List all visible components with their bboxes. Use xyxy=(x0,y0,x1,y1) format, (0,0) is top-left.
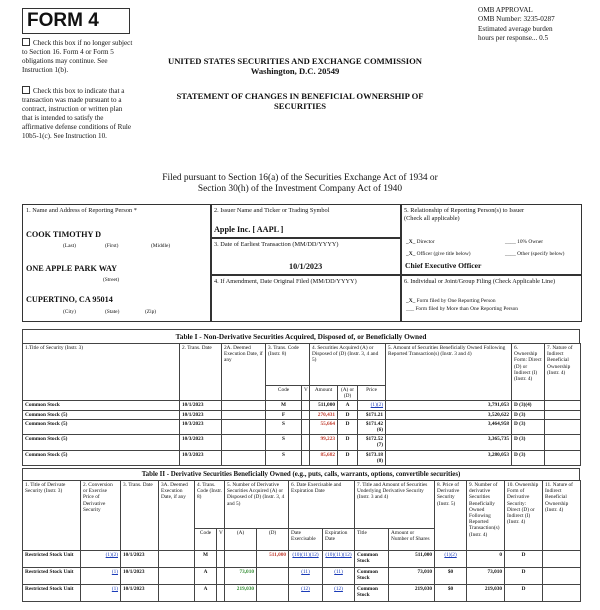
table2-title: Table II - Derivative Securities Beneficially Owned (e.g., puts, calls, warrants, options, convertible securities) xyxy=(22,468,580,480)
table-cell: Common Stock (5) xyxy=(23,419,180,434)
director-option: _X_ Director xyxy=(406,239,435,245)
table-cell: D (3) xyxy=(512,410,545,419)
section16-check: Check this box if no longer subject to Section 16. Form 4 or Form 5 obligations may continue. See Instruction 1(b). xyxy=(22,39,133,75)
table-cell xyxy=(302,435,310,450)
table-cell: $171.42 (6) xyxy=(358,419,386,434)
table-cell: S xyxy=(266,450,302,465)
table-cell: 2. Conversion or Exercise Price of Derivative Security xyxy=(81,481,121,551)
table-cell xyxy=(302,419,310,434)
table-cell[interactable]: (1)(2) xyxy=(358,401,386,410)
table-cell: 219,030 xyxy=(225,585,257,602)
officer-title: Chief Executive Officer xyxy=(405,261,482,270)
earliest-transaction-box: 3. Date of Earliest Transaction (MM/DD/YYYY) 10/1/2023 xyxy=(210,237,402,276)
one-person-option: _X_ Form filed by One Reporting Person xyxy=(406,298,496,304)
table-cell xyxy=(545,435,581,450)
table-cell[interactable]: (1) xyxy=(81,568,121,585)
table1-row xyxy=(23,419,581,434)
table-cell: V xyxy=(217,529,225,551)
reporting-person-street: ONE APPLE PARK WAY xyxy=(26,264,118,273)
table-cell: 3,520,622 xyxy=(386,410,512,419)
table-cell[interactable]: (1)(2) xyxy=(81,551,121,568)
table-cell: D (3) xyxy=(512,450,545,465)
table-cell: 1. Title of Derivate Security (Instr. 3) xyxy=(23,481,81,551)
table-cell: M xyxy=(266,401,302,410)
table-cell: 3A. Deemed Execution Date, if any xyxy=(159,481,195,551)
issuer-name: Apple Inc. [ AAPL ] xyxy=(214,225,284,234)
ten-percent-option: ____ 10% Owner xyxy=(505,239,544,245)
table-cell xyxy=(159,551,195,568)
omb-approval: OMB APPROVAL OMB Number: 3235-0287 Estimated average burden hours per response... 0.5 xyxy=(478,6,555,42)
issuer-box: 2. Issuer Name and Ticker or Trading Symbol Apple Inc. [ AAPL ] xyxy=(210,204,402,239)
table-cell xyxy=(257,585,289,602)
table-cell: D (3) xyxy=(512,435,545,450)
table-cell: 73,010 xyxy=(225,568,257,585)
table-cell: 6. Date Exercisable and Expiration Date xyxy=(289,481,355,529)
table-cell xyxy=(545,419,581,434)
table-cell: 219,030 xyxy=(389,585,435,602)
table-cell: (A) or (D) xyxy=(338,386,358,401)
table2-row xyxy=(23,551,581,568)
table-cell: 0 xyxy=(467,551,505,568)
earliest-transaction-date: 10/1/2023 xyxy=(289,262,323,271)
table-cell: Common Stock (5) xyxy=(23,435,180,450)
relationship-box: 5. Relationship of Reporting Person(s) to Issuer (Check all applicable) _X_ Director ____ 10% Owner _X_ Officer (give title below) ____ Other (specify below) Chief Executive Officer xyxy=(400,204,582,276)
table-cell: D xyxy=(505,585,543,602)
table-cell[interactable]: (11) xyxy=(289,568,323,585)
rule10b5-check: Check this box to indicate that a transaction was made pursuant to a contract, instruction or written plan that is intended to satisfy the affirmative defense conditions of Rule 10b5-1(c). See Instruction 10. xyxy=(22,87,132,141)
table-cell: 219,030 xyxy=(467,585,505,602)
table2 xyxy=(22,480,581,602)
table-cell: 99,223 xyxy=(310,435,338,450)
table-cell: 10/1/2023 xyxy=(180,410,222,419)
reporting-person-box: 1. Name and Address of Reporting Person * COOK TIMOTHY D (Last) (First) (Middle) ONE APPLE PARK WAY (Street) CUPERTINO, CA 95014 (City) (State) (Zip) xyxy=(22,204,212,322)
table-cell xyxy=(222,410,266,419)
table-cell: 2A. Deemed Execution Date, if any xyxy=(222,344,266,401)
table-cell xyxy=(257,568,289,585)
table-cell: Common Stock xyxy=(355,551,389,568)
table-cell xyxy=(545,450,581,465)
form-title: FORM 4 xyxy=(22,8,130,34)
table-cell: F xyxy=(266,410,302,419)
table-cell: D xyxy=(338,435,358,450)
section16-checkbox[interactable] xyxy=(22,38,30,46)
table-cell[interactable]: (11) xyxy=(323,568,355,585)
table-cell: Code xyxy=(195,529,217,551)
officer-option: _X_ Officer (give title below) xyxy=(406,251,471,257)
table-cell: Restricted Stock Unit xyxy=(23,568,81,585)
table-cell: A xyxy=(338,401,358,410)
table-cell: $173.18 (8) xyxy=(358,450,386,465)
agency-heading: UNITED STATES SECURITIES AND EXCHANGE COMMISSION Washington, D.C. 20549 xyxy=(168,56,422,76)
table-cell: D xyxy=(338,450,358,465)
table-cell xyxy=(545,410,581,419)
table-cell: 9. Number of derivative Securities Beneficially Owned Following Reported Transaction(s) (Instr. 4) xyxy=(467,481,505,551)
table-cell: Common Stock (5) xyxy=(23,410,180,419)
table1 xyxy=(22,343,581,466)
table-cell[interactable]: (1)(2) xyxy=(435,551,467,568)
table-cell xyxy=(222,435,266,450)
table-cell: $171.21 xyxy=(358,410,386,419)
table-cell: Expiration Date xyxy=(323,529,355,551)
table2-section xyxy=(22,468,580,602)
table-cell: 10/3/2023 xyxy=(180,435,222,450)
table-cell: S xyxy=(266,419,302,434)
table-cell: 10/3/2023 xyxy=(180,419,222,434)
table-cell: 4. Securities Acquired (A) or Disposed of (D) (Instr. 3, 4 and 5) xyxy=(310,344,386,386)
table-cell[interactable]: (10)(11)(12) xyxy=(323,551,355,568)
table-cell: 3,365,735 xyxy=(386,435,512,450)
table-cell xyxy=(159,585,195,602)
table-cell: 10/1/2023 xyxy=(121,568,159,585)
table-cell: $172.52 (7) xyxy=(358,435,386,450)
table-cell: $0 xyxy=(435,585,467,602)
table-cell xyxy=(222,419,266,434)
table-cell: Restricted Stock Unit xyxy=(23,551,81,568)
table-cell: 3. Trans. Date xyxy=(121,481,159,551)
table-cell: 10/1/2023 xyxy=(121,551,159,568)
statement-heading: STATEMENT OF CHANGES IN BENEFICIAL OWNERSHIP OF SECURITIES xyxy=(176,91,424,111)
table-cell: 2. Trans. Date xyxy=(180,344,222,401)
table-cell xyxy=(543,551,581,568)
table1-row xyxy=(23,435,581,450)
table-cell: (D) xyxy=(257,529,289,551)
amendment-box: 4. If Amendment, Date Original Filed (MM/DD/YYYY) xyxy=(210,274,402,322)
reporting-person-city: CUPERTINO, CA 95014 xyxy=(26,295,113,304)
table-cell: 10/1/2023 xyxy=(180,401,222,410)
table-cell: Price xyxy=(358,386,386,401)
filed-pursuant: Filed pursuant to Section 16(a) of the Securities Exchange Act of 1934 or Section 30(h) of the Investment Company Act of 1940 xyxy=(162,173,438,194)
table-cell[interactable]: (12) xyxy=(289,585,323,602)
table-cell: S xyxy=(266,435,302,450)
table-cell: Common Stock xyxy=(23,401,180,410)
table-cell xyxy=(225,551,257,568)
table-cell xyxy=(543,568,581,585)
table-cell: 10. Ownership Form of Derivative Security: Direct (D) or Indirect (I) (Instr. 4) xyxy=(505,481,543,551)
table-cell: A xyxy=(195,585,217,602)
table-cell: Common Stock xyxy=(355,585,389,602)
table-cell: 8. Price of Derivative Security (Instr. 5) xyxy=(435,481,467,551)
table-cell: 73,010 xyxy=(467,568,505,585)
table-cell xyxy=(302,401,310,410)
table-cell: Amount or Number of Shares xyxy=(389,529,435,551)
table1-row xyxy=(23,450,581,465)
table-cell: Common Stock (5) xyxy=(23,450,180,465)
reporting-person-name: COOK TIMOTHY D xyxy=(26,230,102,239)
table-cell: 511,000 xyxy=(389,551,435,568)
table-cell: Common Stock xyxy=(355,568,389,585)
filing-type-box: 6. Individual or Joint/Group Filing (Check Applicable Line) _X_ Form filed by One Reporting Person ___ Form filed by More than One Reporting Person xyxy=(400,274,582,322)
table-cell: M xyxy=(195,551,217,568)
table-cell: 1.Title of Security (Instr. 3) xyxy=(23,344,180,401)
table-cell: 3,791,053 xyxy=(386,401,512,410)
table-cell: D xyxy=(338,410,358,419)
table-cell xyxy=(302,410,310,419)
table-cell: 85,682 xyxy=(310,450,338,465)
table-cell: Code xyxy=(266,386,302,401)
table-cell: A xyxy=(195,568,217,585)
multi-person-option: ___ Form filed by More than One Reporting Person xyxy=(406,306,518,312)
table-cell xyxy=(222,401,266,410)
rule10b5-checkbox[interactable] xyxy=(22,86,30,94)
table-cell: 270,431 xyxy=(310,410,338,419)
table-cell: 5. Number of Derivative Securities Acquired (A) or Disposed of (D) (Instr. 3, 4 and 5) xyxy=(225,481,289,529)
table-cell xyxy=(217,585,225,602)
table-cell: 511,000 xyxy=(310,401,338,410)
table-cell: 11. Nature of Indirect Beneficial Ownership (Instr. 4) xyxy=(543,481,581,551)
table2-row xyxy=(23,568,581,585)
table-cell xyxy=(217,568,225,585)
table-cell[interactable]: (10)(11)(12) xyxy=(289,551,323,568)
table-cell: D (3)(4) xyxy=(512,401,545,410)
table-cell xyxy=(217,551,225,568)
table-cell: $0 xyxy=(435,568,467,585)
table-cell: 3,464,958 xyxy=(386,419,512,434)
table-cell xyxy=(302,450,310,465)
table-cell: 5. Amount of Securities Beneficially Owned Following Reported Transaction(s) (Instr. 3 and 4) xyxy=(386,344,512,401)
table-cell: 4. Trans. Code (Instr. 8) xyxy=(195,481,225,529)
table-cell xyxy=(543,585,581,602)
table-cell: Amount xyxy=(310,386,338,401)
table-cell: 511,000 xyxy=(257,551,289,568)
table-cell: D xyxy=(338,419,358,434)
table-cell xyxy=(222,450,266,465)
table1-title: Table I - Non-Derivative Securities Acquired, Disposed of, or Beneficially Owned xyxy=(22,329,580,343)
table1-row xyxy=(23,401,581,410)
table-cell: D xyxy=(505,568,543,585)
table-cell: D xyxy=(505,551,543,568)
table-cell xyxy=(545,401,581,410)
other-option: ____ Other (specify below) xyxy=(505,251,565,257)
table-cell: 73,010 xyxy=(389,568,435,585)
table-cell: Restricted Stock Unit xyxy=(23,585,81,602)
table-cell: Date Exercisable xyxy=(289,529,323,551)
table-cell: 3. Trans. Code (Instr. 8) xyxy=(266,344,310,386)
table-cell: 10/3/2023 xyxy=(180,450,222,465)
table-cell: Title xyxy=(355,529,389,551)
table-cell: D (3) xyxy=(512,419,545,434)
table1-row xyxy=(23,410,581,419)
table-cell: 7. Title and Amount of Securities Underlying Derivative Security (Instr. 3 and 4) xyxy=(355,481,435,529)
table-cell: 10/1/2023 xyxy=(121,585,159,602)
table-cell: (A) xyxy=(225,529,257,551)
table-cell: V xyxy=(302,386,310,401)
table-cell[interactable]: (12) xyxy=(323,585,355,602)
table1-section xyxy=(22,329,580,466)
table-cell: 55,664 xyxy=(310,419,338,434)
table-cell: 6. Ownership Form: Direct (D) or Indirect (I) (Instr. 4) xyxy=(512,344,545,401)
table-cell: 7. Nature of Indirect Beneficial Ownership (Instr. 4) xyxy=(545,344,581,401)
table2-row xyxy=(23,585,581,602)
table-cell: 3,280,053 xyxy=(386,450,512,465)
table-cell[interactable]: (1) xyxy=(81,585,121,602)
table-cell xyxy=(159,568,195,585)
